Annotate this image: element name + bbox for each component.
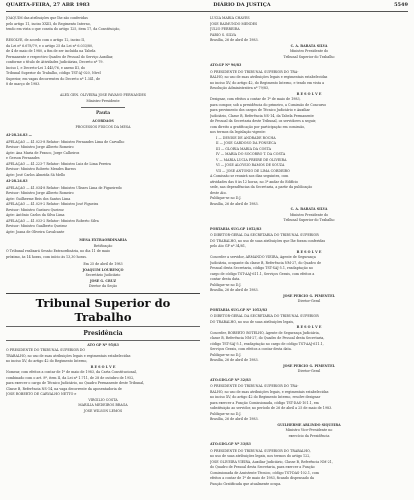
text-line: tendo em vista o que consta do artigo 125, item 17, da Constituição, — [6, 27, 121, 31]
entry-line: Apte: Guilherme Reis dos Santos Lima — [6, 196, 71, 201]
left-top-block — [6, 16, 200, 104]
entry-line: AI-28.24.83 — — [6, 133, 32, 138]
act-resolve: R E S O L V E — [296, 91, 322, 96]
signature-name: C. A. BARATA SILVA — [290, 43, 328, 48]
act-line: O PRESIDENTE DO TRIBUNAL SUPERIOR DO TRA- — [210, 69, 299, 74]
act-name: JOSÉ WILSON LEMOS — [83, 408, 123, 413]
entry-line: AI-28.24.83 — [6, 179, 28, 184]
signature-org: Tribunal Superior do Trabalho — [283, 54, 335, 59]
member-item: VI — JOSÉ ALOYSIO RAMOS DE SOUZA — [216, 163, 285, 167]
name-line: JOSÉ RAIMUNDO MENDES — [210, 21, 258, 26]
act-title: PORTARIA SUG.GP 1052/83 — [210, 226, 262, 231]
act-line: O DIRETOR-GERAL DA SECRETARIA DO TRIBUNAL SUPERIOR — [210, 233, 319, 237]
name-line: JÚLIO FERREIRA — [210, 27, 240, 31]
act-line: DO TRABALHO, no uso de suas atribuições que lhe foram conferidas — [210, 238, 326, 243]
left-column — [6, 16, 200, 414]
signature-name: C. A. BARATA SILVA — [290, 207, 328, 211]
entry-line: Apte: Joana de Oliveira Cavalcante — [6, 229, 65, 234]
entry-line: Revisor: Ministro Roberto Mendes Barros — [6, 167, 76, 172]
act-line: O PRESIDENTE DO TRIBUNAL SUPERIOR DO TRABALHO, — [210, 448, 311, 453]
pauta-heading: Pauta — [95, 110, 111, 116]
act-line: Conceder, ROBERTO BOTELHO, Agente de Segurança Judiciária, — [210, 330, 320, 335]
act-line: Conceder a servidor, ARMANDO VIEIRA, Agente de Segurança — [210, 255, 316, 259]
tst-act-block — [6, 343, 200, 415]
act-line: para exercer o cargo de Técnico Judiciário, no Quadro Permanente deste Tribunal, — [6, 381, 145, 386]
act-resolve: R E S O L V E — [90, 364, 116, 369]
entry-line: APELAÇÃO — 41.034-8 Relator: Ministro Ulisses Lima de Figueiredo — [6, 185, 122, 190]
act-line: substituição ao servidor, no período de 26 de abril a 25 de maio de 1983. — [210, 406, 333, 410]
act-line: Nomear, com efeitos a contar de 1º de maio de 1983, da Carta Constitucional, — [6, 370, 137, 375]
act-line: com direito a gratificação por participação em comissão, — [210, 124, 306, 129]
header-publication: DIÁRIO DA JUSTIÇA — [213, 2, 271, 8]
act-line: Judiciário, Classe B, Referência NS-14, da Tabela Permanente — [210, 113, 314, 118]
signature-role: Ministro Presidente do — [289, 49, 329, 53]
entry-line: APELAÇÃO — 41.033-2 Relator: Ministro Roberto Silva — [6, 218, 99, 223]
entry-line: Apte: Ana Maria de Franco, Jorge Calheiros — [6, 150, 80, 155]
mesa-text-line: O Tribunal realizará Sessão Extraordinária, no dia 11 de maio — [6, 249, 110, 254]
act-line: deste Ato. — [210, 190, 227, 195]
name-line: LÚCIA MARIA CHAVES — [210, 16, 250, 20]
signature-name: JOAQUIM LOURENÇO — [82, 267, 124, 272]
mesa-heading: MESA EXTRAORDINÁRIA — [79, 238, 127, 243]
signature-role: Ministro Presidente do — [289, 212, 329, 217]
act-line: Resolução Administrativa nº 79/83, — [210, 86, 270, 90]
act-line: pelo Ato GP nº 34/81, — [210, 244, 247, 248]
entry-line: Revisor: Ministro Gualberto Queiroz — [6, 224, 67, 229]
act-resolve: R E S O L V E — [296, 325, 322, 329]
member-list — [210, 136, 408, 175]
entry-line: Revisor: Ministro Jorge Alberto Romeiro — [6, 191, 74, 196]
right-column — [210, 16, 408, 487]
signature-role: Diretor da Seção — [88, 284, 118, 289]
act-line: JOSÉ ROBERTO DE CARVALHO NETTO e — [6, 392, 77, 397]
sign-date: Brasília, 26 de abril de 1983. — [210, 417, 259, 421]
signature-role: Secretário Judiciário — [85, 273, 121, 278]
act-line: Classe B, Referência NS-14, na vaga decorrente da aposentadoria de — [6, 386, 122, 391]
act-line: combinado com o art. 8º, item II, da Lei nº 1.711, de 28 de outubro de 1952, — [6, 375, 135, 380]
masthead-rule — [6, 326, 200, 327]
act-line: do Quadro de Pessoal desta Secretaria, para exercer a Função — [210, 465, 315, 469]
act-name: VIRGÍLIO COSTA — [88, 397, 118, 402]
presidencia-heading: Presidência — [83, 329, 123, 337]
act-line: A Comissão se reunirá nos dias seguintes, com — [210, 174, 289, 178]
act-line: no inciso XV, do artigo 42 do Regimento Interno, resolve designar — [210, 395, 321, 399]
entry-line: Apte: Antônio Carlos da Silva Lima — [6, 213, 65, 218]
act-resolve: R E S O L V E — [296, 249, 322, 254]
act-line: atividades das 8 às 12 horas, no 3º andar do Edifício — [210, 179, 299, 184]
act-line: para provimento dos cargos de Técnico Judiciário e Auxiliar — [210, 108, 310, 112]
publish-note: Publique-se no D.J. — [210, 196, 242, 200]
signature-org: exercício da Presidência — [288, 433, 330, 438]
act-line: TRABALHO, no uso de suas atribuições legais e regimentais estabelecidas — [6, 353, 131, 358]
section-rule — [6, 293, 200, 294]
publish-note: Publique-se no D.J. — [210, 352, 242, 357]
signature-role: Ministro Vice-Presidente no — [285, 428, 333, 432]
entry-line: e Gerson Fernandes — [6, 156, 40, 161]
act-line: O PRESIDENTE DO TRIBUNAL SUPERIOR DO TRA- — [210, 384, 299, 388]
member-item: IV — MARIA DO SOCORRO T. DA COSTA — [216, 152, 286, 156]
act-line: O DIRETOR-GERAL DA SECRETARIA DO TRIBUNAL SUPERIOR — [210, 314, 319, 318]
tst-masthead: Tribunal Superior do Trabalho — [35, 295, 171, 324]
member-item: VII — JOSÉ ANTÔNIO DE LIMA CORDEIRO — [216, 168, 290, 173]
mesa-text-line: próximo, às 14 horas, com início às 13,30 horas. — [6, 254, 87, 259]
entry-line: APELAÇÃO — 41.029-2 Relator: Ministro José Figueira — [6, 202, 99, 207]
act-line: Função Gratificada que atualmente ocupa. — [210, 481, 282, 486]
text-line: conforme o título de Atividades Judiciárias, Decreto nº 79. — [6, 60, 104, 64]
act-line: no inciso XV, do artigo 42 do Regimento Interno, — [6, 359, 88, 364]
text-line: Tribunal Superior do Trabalho, código TST-AJ-020, Nível — [6, 71, 101, 75]
text-line: pelo artigo 11, inciso XXIII, do Regimento Interno, — [6, 21, 91, 26]
act-line: efeitos a contar de 1º de maio de 1983, ficando dispensado da — [210, 476, 314, 480]
act-line: DO TRABALHO, no uso de suas atribuições legais, — [210, 319, 295, 324]
text-line: RESOLVE, de acordo com o artigo 12, inciso II, — [6, 38, 86, 42]
signature-name: JOSÉ G. CRUZ — [89, 278, 117, 283]
act-line: para exercer a Função Comissionada, código TST-DAS-101.1, em — [210, 400, 319, 405]
signature-name: GUILHERME ARLINDO SIQUEIRA — [277, 422, 341, 427]
text-line: de 4 de maio de 1980, a fim de ser incluída na Tabela — [6, 49, 96, 53]
signature-name: ALEX GEN. OLIVEIRA JOSÉ PAVANO FERNANDES — [59, 93, 147, 97]
publish-note: Publique-se no D.J. — [210, 282, 242, 287]
act-line: para compor, sob a presidência do primeiro, a Comissão de Concurso — [210, 102, 327, 107]
sign-date: Brasília, 26 de abril de 1983. — [210, 358, 259, 362]
act-name: MARÍLIA MEDEIROS BRAGA — [78, 403, 128, 408]
act-line: de Pessoal da Secretaria deste Tribunal, os servidores a seguir, — [210, 119, 317, 123]
act-line: classe B, Referência NM-27, do Quadro de Pessoal desta Secretaria, — [210, 336, 325, 340]
entry-line: Revisor: Ministro Gustavo Queiroz — [6, 207, 64, 212]
act-line: Designar, com efeitos a contar de 1º de maio de 1983, — [210, 97, 301, 101]
act-line: sede, nas dependências da Secretaria, a partir da publicação — [210, 185, 313, 189]
publish-note: Publique-se no D.J. — [210, 411, 242, 416]
act-line: no inciso XV, do artigo 42, do Regimento Interno, e tendo em vista a — [210, 80, 325, 85]
text-line: 8 de março de 1983. — [6, 82, 41, 86]
signature-role: Diretor-Geral — [297, 369, 321, 373]
act-title: ATO GP Nº 95/83 — [87, 342, 119, 347]
text-line: Permanente e respectivo Quadro de Pessoal do Serviço Auxiliar, — [6, 54, 114, 59]
pauta-subheading: ACÓRDÃOS — [92, 119, 114, 124]
sign-date: Brasília, 26 de abril de 1983. — [210, 201, 259, 206]
header-page-number: 5549 — [394, 2, 408, 8]
pauta-entries — [6, 133, 200, 235]
member-item: III — GLÓRIA MARIA DA COSTA — [216, 146, 271, 151]
sign-date: Em 25 de abril de 1983 — [83, 262, 123, 267]
act-line: JOSÉ OLIVEIRA VIEIRA, Auxiliar Judiciário, Classe B, Referência NM-21, — [210, 459, 333, 464]
member-item: I — DENISE DE ANDRADE ROCHA — [216, 135, 276, 140]
act-line: cargo de código TST-AAJ-611.1, Serviços Gerais, com efeitos a — [210, 271, 315, 276]
act-line: Judiciária, ocupante da classe B, Referência NM-27, do Quadro de — [210, 260, 322, 265]
entry-line: APELAÇÃO — 41.023-8 Relator: Ministro Fernandes Lima de Carvalho — [6, 139, 125, 144]
act-line: O PRESIDENTE DO TRIBUNAL SUPERIOR DO — [6, 348, 86, 353]
page-header — [6, 2, 408, 12]
signature-role: Ministro-Presidente — [86, 98, 120, 103]
entry-line: APELAÇÃO — 41.223-7 Relator: Ministro Luiz de Lima Pereira — [6, 161, 111, 166]
signature-org: Tribunal Superior do Trabalho — [283, 218, 335, 222]
act-line: código TST-SAJ-5.1, readaptação no cargo de código TST-AAJ-611.1, — [210, 341, 324, 346]
text-line: da Lei nº 6.678/79, e o artigo 25 da Lei nº 6.033/80, — [6, 43, 94, 48]
sign-date: Brasília, 26 de abril de 1983. — [210, 288, 259, 292]
text-line: JOAQUIM das atribuições que lhe são conferidas — [6, 16, 88, 20]
member-item: II — JOSÉ CARDOSO DA FONSECA — [216, 141, 276, 145]
name-line: FÁBIO S. SILVA — [210, 32, 236, 37]
act-title: ATO.GDG.GP Nº 32/83 — [210, 377, 251, 382]
act-line: BALHO, no uso de suas atribuições legais, e regimentais estabelecidas — [210, 389, 329, 394]
divider — [81, 107, 125, 108]
header-date: QUARTA-FEIRA, 27 ABR 1983 — [6, 2, 90, 8]
act-line: no uso de suas atribuições legais, nos termos do artigo 122, — [210, 454, 311, 458]
act-line: Serviços Gerais, com efeitos a contar desta data. — [210, 347, 292, 351]
signature-role: Diretor-Geral — [297, 299, 321, 303]
act-line: BALHO, no uso de suas atribuições legais e regimentais estabelecidas — [210, 75, 328, 79]
act-line: Pessoal desta Secretaria, código TST-SAJ-5.1, readaptação no — [210, 266, 313, 270]
masthead-rule — [6, 340, 200, 341]
pauta-subheading: PROCESSOS FÍSICOS DA MESA — [75, 124, 131, 129]
text-line: Inciso I, e Decreto-Lei 1.445/76, e anexo III, do — [6, 65, 85, 70]
act-line: contar desta data. — [210, 277, 241, 281]
entry-line: Revisor: Ministro Jorge Alberto Romeiro — [6, 145, 74, 150]
mesa-subheading: Retificação — [93, 243, 113, 248]
act-line: nos termos da legislação vigente: — [210, 130, 266, 134]
act-line: Comissionada de Assistente Técnico, código TST-DAS-102.1, com — [210, 470, 320, 475]
act-title: ATO.GDG.GP Nº 33/83 — [210, 442, 251, 446]
signature-name: JOSÉ PÉRCIO G. PIMENTEL — [283, 363, 335, 368]
text-line: Superior, em vagas decorrentes do Decreto nº 1.341, de — [6, 76, 101, 81]
sign-date: Brasília, 26 de abril de 1983. — [210, 38, 259, 42]
act-title: ATO.GP Nº 96/83 — [210, 63, 242, 67]
member-item: V — MARIA LÚCIA FREIRE DE OLIVEIRA — [216, 157, 287, 162]
entry-line: Apte: José Carlos Almeida Sá Mello — [6, 172, 66, 177]
act-title: PORTARIA SUG.GP Nº 1053/83 — [210, 307, 268, 312]
signature-name: JOSÉ PÉRCIO G. PIMENTEL — [283, 293, 335, 298]
